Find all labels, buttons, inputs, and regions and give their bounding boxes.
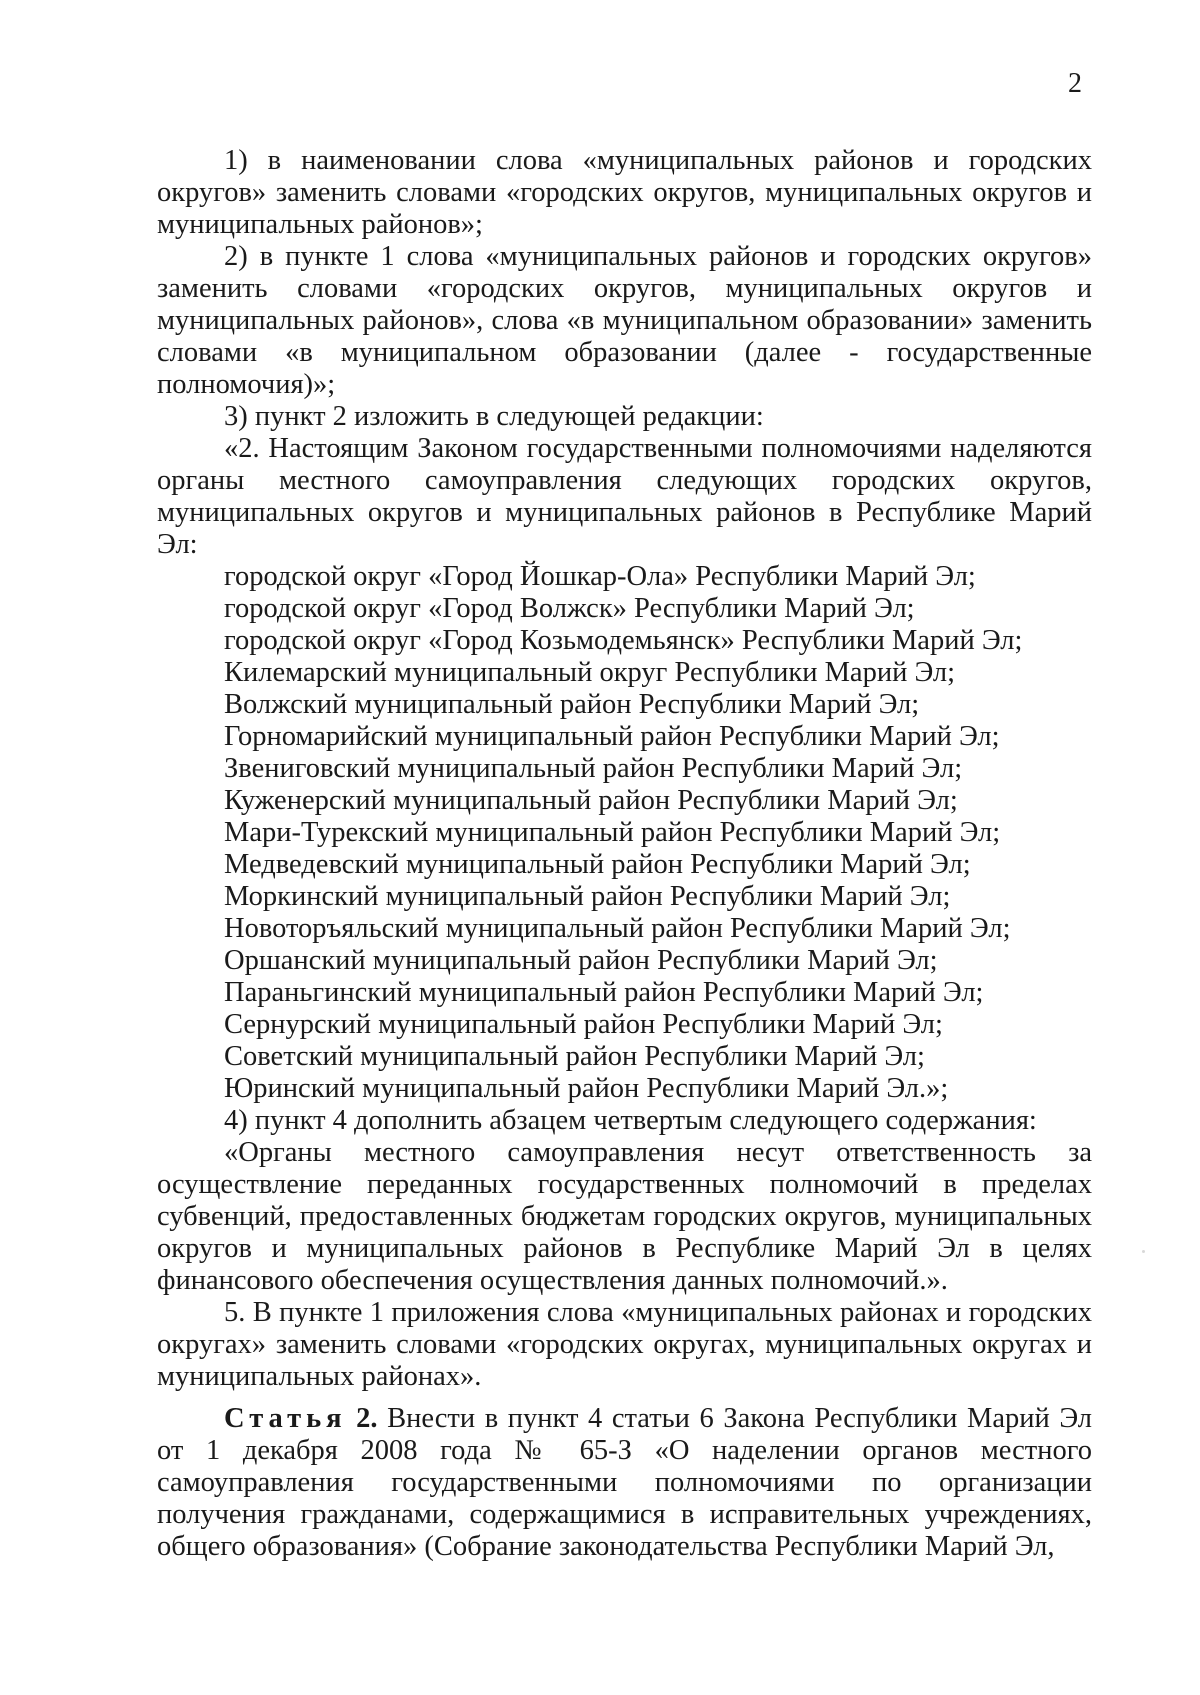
paragraph-amendment-2: 2) в пункте 1 слова «муниципальных районов и городских округов» заменить словами «городских округов, муниципальных округов и муниципальных районов», слова «в муниципальном образовании» заменить словами «в муниципальном образовании (далее - государственные полномочия)»; <box>157 241 1092 400</box>
article-heading-number: 2. <box>356 1403 378 1434</box>
list-item: Звениговский муниципальный район Республики Марий Эл; <box>224 753 963 784</box>
page-number: 2 <box>1068 68 1082 99</box>
scan-artifact <box>1142 1250 1145 1253</box>
paragraph-amendment-4: 4) пункт 4 дополнить абзацем четвертым следующего содержания: <box>224 1105 1037 1136</box>
list-item: Куженерский муниципальный район Республики Марий Эл; <box>224 785 958 816</box>
paragraph-new-point-2: «2. Настоящим Законом государственными полномочиями наделяются органы местного самоуправления следующих городских округов, муниципальных округов и муниципальных районов в Республике Марий Эл: <box>157 433 1092 560</box>
list-item: Горномарийский муниципальный район Республики Марий Эл; <box>224 721 1000 752</box>
list-item: Килемарский муниципальный округ Республики Марий Эл; <box>224 657 956 688</box>
list-item: Советский муниципальный район Республики Марий Эл; <box>224 1041 925 1072</box>
list-item: Оршанский муниципальный район Республики Марий Эл; <box>224 945 938 976</box>
list-item: Сернурский муниципальный район Республики Марий Эл; <box>224 1009 943 1040</box>
article-heading-word: Статья <box>224 1403 347 1434</box>
list-item: городской округ «Город Йошкар-Ола» Республики Марий Эл; <box>224 561 976 592</box>
list-item: Моркинский муниципальный район Республики Марий Эл; <box>224 881 951 912</box>
paragraph-amendment-3: 3) пункт 2 изложить в следующей редакции: <box>224 401 764 432</box>
paragraph-amendment-5: 5. В пункте 1 приложения слова «муниципальных районах и городских округах» заменить словами «городских округах, муниципальных округах и муниципальных районах». <box>157 1297 1092 1392</box>
article-2-text: Внести в пункт 4 статьи 6 Закона Республики Марий Эл от 1 декабря 2008 года № 65-З «О наделении органов местного самоуправления государственными полномочиями по организации получения гражданами, содержащимися в исправительных учреждениях, общего образования» (Собрание законодательства Республики Марий Эл, <box>157 1403 1092 1562</box>
list-item: Медведевский муниципальный район Республики Марий Эл; <box>224 849 971 880</box>
list-item: Мари-Турекский муниципальный район Республики Марий Эл; <box>224 817 1001 848</box>
list-item: городской округ «Город Козьмодемьянск» Республики Марий Эл; <box>224 625 1023 656</box>
list-item: Юринский муниципальный район Республики Марий Эл.»; <box>224 1073 949 1104</box>
paragraph-responsibility: «Органы местного самоуправления несут ответственность за осуществление переданных государственных полномочий в пределах субвенций, предоставленных бюджетам городских округов, муниципальных округов и муниципальных районов в Республике Марий Эл в целях финансового обеспечения осуществления данных полномочий.». <box>157 1137 1092 1296</box>
list-item: городской округ «Город Волжск» Республики Марий Эл; <box>224 593 915 624</box>
list-item: Волжский муниципальный район Республики Марий Эл; <box>224 689 920 720</box>
list-item: Параньгинский муниципальный район Республики Марий Эл; <box>224 977 984 1008</box>
document-body <box>157 145 1092 1563</box>
municipality-list <box>157 561 1092 1105</box>
list-item: Новоторъяльский муниципальный район Республики Марий Эл; <box>224 913 1011 944</box>
article-2-paragraph <box>157 1403 1092 1563</box>
paragraph-amendment-1: 1) в наименовании слова «муниципальных районов и городских округов» заменить словами «городских округов, муниципальных округов и муниципальных районов»; <box>157 145 1092 240</box>
